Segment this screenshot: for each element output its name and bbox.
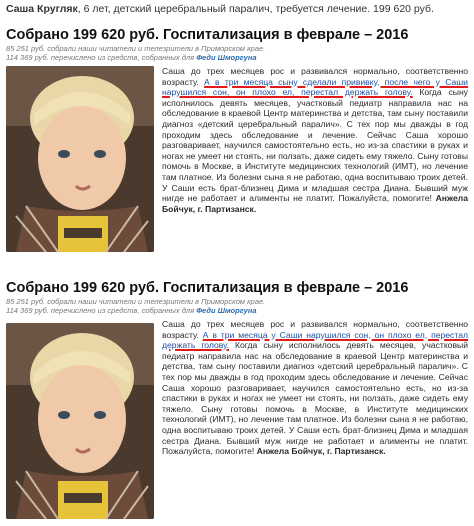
article-block-edited bbox=[6, 279, 468, 526]
meta-transfer-text: 114 369 руб. перечислено из средств, собранных для bbox=[6, 306, 197, 315]
highlighted-symptoms-sentence: А в три месяца у Саши нарушился сон, он плохо ел, перестал держать голову. bbox=[162, 329, 468, 351]
article-content bbox=[6, 66, 468, 256]
text-body: Когда сыну исполнилось девять месяцев, участковый педиатр направила нас на обследование в краевой Центр материнства и детства, там сыну поставили диагноз «детский церебральный паралич». С тех пор мы дважды в год проходим здесь обследование и лечение. Сейчас Саша хорошо разговаривает, научился самостоятельно есть, но из-за спастики в руках и ногах не умеет ни стоять, ни ползать, даже сидеть ему тяжело. Сыну готовы помочь в Москве, в Институте медицинских технологий (ИМТ), но лечение там платное. Из болезни сына я не работаю, одна воспитываю троих детей. У Саши есть брат-близнец Дима и младшая сестра Диана. Бывший муж нигде не работает и алименты не платит. Пожалуйста, помогите! bbox=[162, 87, 468, 204]
header-line bbox=[6, 3, 468, 16]
article-text bbox=[162, 319, 468, 457]
donation-meta-transfer bbox=[6, 306, 468, 315]
author-link[interactable]: Феди Шморгуна bbox=[196, 306, 257, 315]
meta-transfer-text: 114 369 руб. перечислено из средств, собранных для bbox=[6, 53, 197, 62]
signature: Анжела Бойчук, г. Партизанск. bbox=[256, 446, 386, 457]
signature: Анжела Бойчук, г. Партизанск. bbox=[162, 193, 468, 214]
highlighted-vaccination-sentence: А в три месяца сыну сделали прививку, после чего у Саши нарушился сон, он плохо ел, перестал держать голову. bbox=[162, 76, 468, 98]
donation-meta-transfer bbox=[6, 53, 468, 62]
child-name: Саша Кругляк bbox=[6, 3, 78, 15]
article-content bbox=[6, 319, 468, 519]
text-body: Когда сыну исполнилось девять месяцев, участковый педиатр направила нас на обследование в краевой Центр материнства и детства, там сыну поставили диагноз «детский церебральный паралич». С тех пор мы дважды в год проходим здесь обследование и лечение. Сейчас Саша хорошо разговаривает, научился самостоятельно есть, но из-за спастики в руках и ногах не умеет ни стоять, ни ползать, даже сидеть ему тяжело. Сыну готовы помочь в Москве, в Институте медицинских технологий (ИМТ), но лечение там платное. Из болезни сына я не работаю, одна воспитываю троих детей. У Саши есть брат-близнец Дима и младшая сестра Диана. Бывший муж нигде не работает и алименты не платит. Пожалуйста, помогите! bbox=[162, 340, 469, 457]
text-intro: Саша до трех месяцев рос и развивался нормально, соответственно возрасту. bbox=[162, 319, 468, 340]
article-text bbox=[162, 66, 468, 214]
child-photo-illustration bbox=[6, 66, 154, 252]
child-photo bbox=[6, 323, 154, 519]
donation-meta-readers: 85 251 руб. собрали наши читатели и телезрители в Приморском крае. bbox=[6, 297, 266, 306]
article-title: Собрано 199 620 руб. Госпитализация в феврале – 2016 bbox=[6, 280, 409, 296]
author-link[interactable]: Феди Шморгуна bbox=[196, 53, 257, 62]
child-photo-illustration bbox=[6, 323, 154, 519]
article-block-original bbox=[6, 26, 468, 279]
article-title: Собрано 199 620 руб. Госпитализация в феврале – 2016 bbox=[6, 27, 409, 43]
text-intro: Саша до трех месяцев рос и развивался нормально, соответственно возрасту. bbox=[162, 66, 468, 87]
donation-meta-readers: 85 251 руб. собрали наши читатели и телезрители в Приморском крае. bbox=[6, 44, 266, 53]
child-photo bbox=[6, 66, 154, 252]
header-description: , 6 лет, детский церебральный паралич, требуется лечение. 199 620 руб. bbox=[77, 3, 434, 15]
